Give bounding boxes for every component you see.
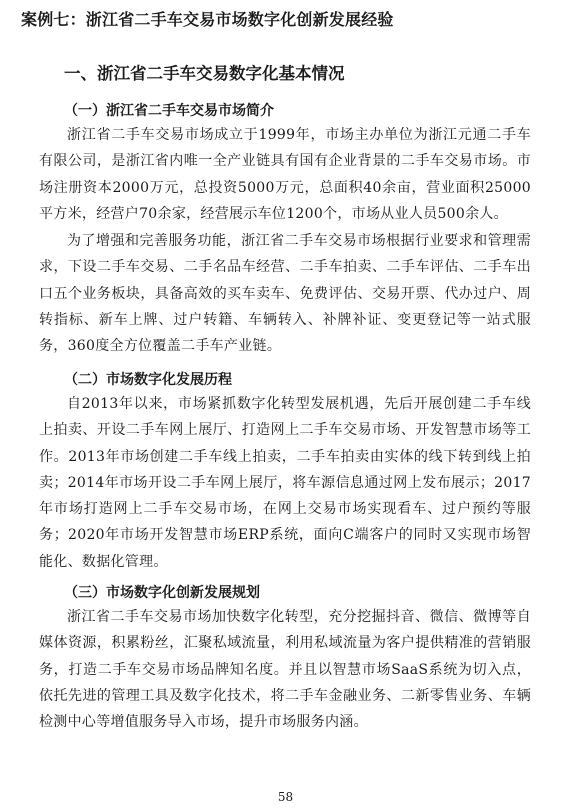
page-number: 58 xyxy=(277,790,294,804)
subsection-title-3: （三）市场数字化创新发展规划 xyxy=(64,585,260,601)
paragraph-digital-plan: 浙江省二手车交易市场加快数字化转型，充分挖掘抖音、微信、微博等自媒体资源，积累粉丝，汇聚私域流量，利用私域流量为客户提供精准的营销服务，打造二手车交易市场品牌知名度。并且以智慧市场SaaS系统为切入点，依托先进的管理工具及数字化技术，将二手车金融业务、二新零售业务、车辆检测中心等增值服务导入市场，提升市场服务内涵。 xyxy=(39,609,531,731)
section-title: 一、浙江省二手车交易数字化基本情况 xyxy=(64,64,345,83)
case-title: 案例七：浙江省二手车交易市场数字化创新发展经验 xyxy=(21,10,394,29)
paragraph-service-functions: 为了增强和完善服务功能，浙江省二手车交易市场根据行业要求和管理需求，下设二手车交易、二手名品车经营、二手车拍卖、二手车评估、二手车出口五个业务板块，具备高效的买车卖车、免费评估、交易开票、代办过户、周转指标、新车上牌、过户转籍、车辆转入、补牌补证、变更登记等一站式服务，360度全方位覆盖二手车产业链。 xyxy=(39,233,531,355)
subsection-title-1: （一）浙江省二手车交易市场简介 xyxy=(64,103,274,119)
paragraph-digital-history: 自2013年以来，市场紧抓数字化转型发展机遇，先后开展创建二手车线上拍卖、开设二手车网上展厅、打造网上二手车交易市场、开发智慧市场等工作。2013年市场创建二手车线上拍卖，二手车拍卖由实体的线下转到线上拍卖；2014年市场开设二手车网上展厅，将车源信息通过网上发布展示；2017年市场打造网上二手车交易市场，在网上交易市场实现看车、过户预约等服务；2020年市场开发智慧市场ERP系统，面向C端客户的同时又实现市场智能化、数据化管理。 xyxy=(39,396,531,570)
subsection-title-2: （二）市场数字化发展历程 xyxy=(64,372,232,388)
paragraph-market-intro: 浙江省二手车交易市场成立于1999年，市场主办单位为浙江元通二手车有限公司，是浙江省内唯一全产业链具有国有企业背景的二手车交易市场。市场注册资本2000万元，总投资5000万元，总面积40余亩，营业面积25000平方米，经营户70余家，经营展示车位1200个，市场从业人员500余人。 xyxy=(39,127,531,222)
